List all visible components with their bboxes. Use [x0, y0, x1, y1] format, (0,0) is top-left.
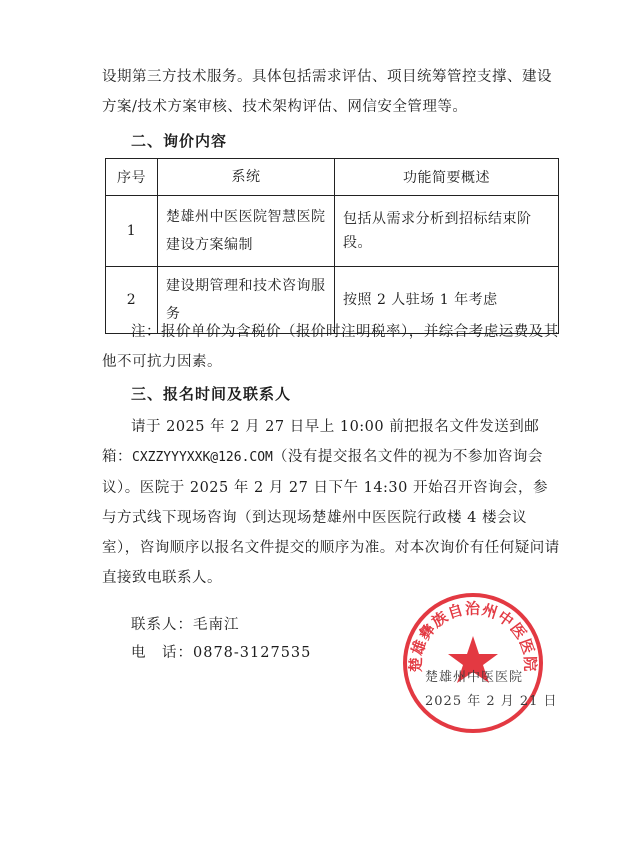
intro-line-1: 设期第三方技术服务。具体包括需求评估、项目统筹管控支撑、建设 [102, 69, 552, 85]
contact-name: 毛南江 [193, 617, 240, 633]
table-header-row [106, 159, 559, 196]
contact-name-label: 联系人： [131, 617, 193, 633]
signature-org: 楚雄州中医医院 [425, 670, 524, 685]
registration-paragraph [102, 412, 562, 593]
row-2-system: 建设期管理和技术咨询服务 [158, 267, 335, 334]
row-1-system: 楚雄州中医医院智慧医院建设方案编制 [158, 196, 335, 267]
contact-name-line [131, 613, 240, 634]
contact-phone-label: 电 话： [131, 645, 193, 661]
row-1-function: 包括从需求分析到招标结束阶段。 [335, 196, 559, 267]
official-seal-icon [398, 588, 548, 738]
signature-date: 2025 年 2 月 21 日 [425, 694, 558, 709]
registration-text-2: （没有提交报名文件的视为不参加咨询会议）。医院于 2025 年 2 月 27 日下午 14:30 开始召开咨询会，参与方式线下现场咨询（到达现场楚雄州中医医院行政楼 4 楼会议室），咨询顺序以报名文件提交的顺序为准。对本次询价有任何疑问请直接致电联系人。 [102, 449, 560, 586]
inquiry-table [105, 158, 559, 334]
registration-email[interactable]: CXZZYYYXXK@126.COM [132, 450, 273, 465]
header-no: 序号 [106, 159, 158, 196]
header-function: 功能简要概述 [335, 159, 559, 196]
contact-phone[interactable]: 0878-3127535 [193, 645, 312, 661]
section-3-heading: 三、报名时间及联系人 [131, 385, 292, 403]
row-2-function: 按照 2 人驻场 1 年考虑 [335, 267, 559, 334]
table-row [106, 196, 559, 267]
section-2-heading: 二、询价内容 [131, 132, 228, 150]
price-note: 注：报价单价为含税价（报价时注明税率），并综合考虑运费及其他不可抗力因素。 [102, 324, 559, 370]
row-2-no: 2 [106, 267, 158, 334]
registration-text-1: 请于 2025 年 2 月 27 日早上 10:00 前把报名文件发送到邮箱： [102, 419, 540, 465]
intro-paragraph [102, 62, 562, 122]
header-system: 系统 [158, 159, 335, 196]
contact-phone-line [131, 641, 311, 662]
intro-line-2: 方案/技术方案审核、技术架构评估、网信安全管理等。 [102, 99, 468, 115]
seal-text: 楚雄彝族自治州中医医院 [406, 599, 540, 673]
row-1-no: 1 [106, 196, 158, 267]
